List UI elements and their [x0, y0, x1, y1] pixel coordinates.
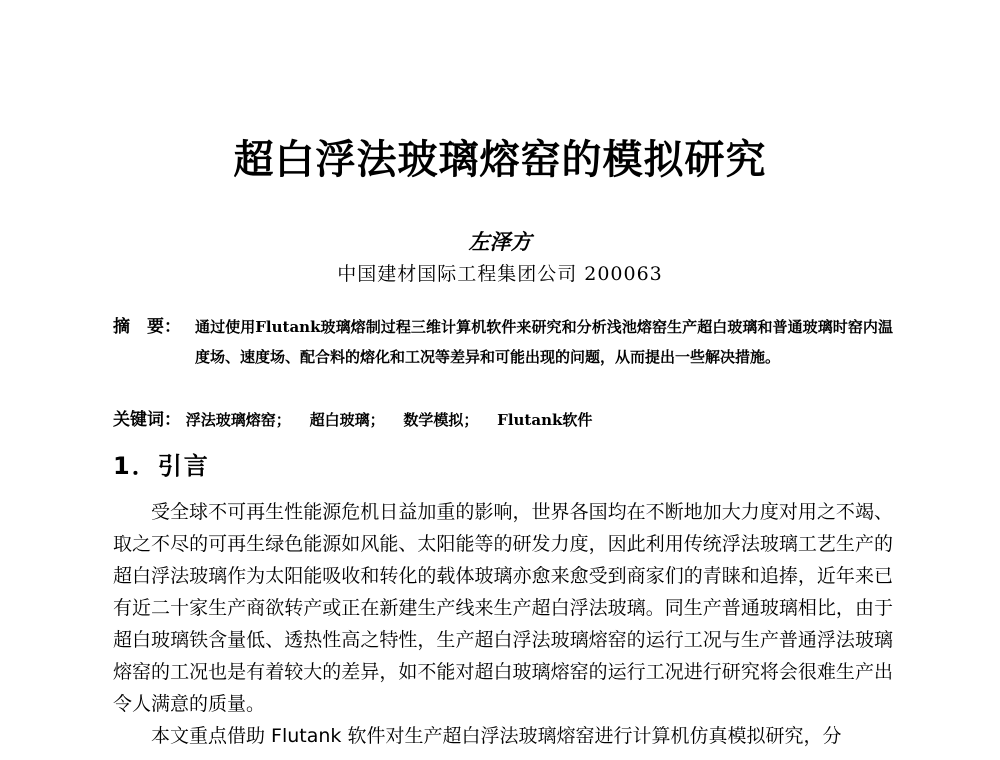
abstract-block	[113, 312, 893, 372]
section-heading: 1．引言	[113, 452, 210, 480]
keywords-label: 关键词：	[113, 410, 181, 430]
keyword: Flutank软件	[497, 411, 593, 429]
body-text	[113, 496, 893, 752]
abstract-label: 摘 要：	[113, 317, 181, 337]
keyword: 超白玻璃；	[309, 411, 385, 429]
keyword: 浮法玻璃熔窑；	[185, 411, 291, 429]
abstract-text: 通过使用Flutank玻璃熔制过程三维计算机软件来研究和分析浅池熔窑生产超白玻璃和普通玻璃时窑内温度场、速度场、配合料的熔化和工况等差异和可能出现的问题，从而提出一些解决措施。	[195, 318, 893, 366]
paper-title: 超白浮法玻璃熔窑的模拟研究	[233, 137, 767, 183]
author-name: 左泽方	[468, 229, 532, 254]
body-paragraph: 本文重点借助 Flutank 软件对生产超白浮法玻璃熔窑进行计算机仿真模拟研究，分	[151, 725, 842, 747]
keyword: 数学模拟；	[403, 411, 479, 429]
body-paragraph: 受全球不可再生性能源危机日益加重的影响，世界各国均在不断地加大力度对用之不竭、取之不尽的可再生绿色能源如风能、太阳能等的研发力度，因此利用传统浮法玻璃工艺生产的超白浮法玻璃作为太阳能吸收和转化的载体玻璃亦愈来愈受到商家们的青睐和追捧，近年来已有近二十家生产商欲转产或正在新建生产线来生产超白浮法玻璃。同生产普通玻璃相比，由于超白玻璃铁含量低、透热性高之特性，生产超白浮法玻璃熔窑的运行工况与生产普通浮法玻璃熔窑的工况也是有着较大的差异，如不能对超白玻璃熔窑的运行工况进行研究将会很难生产出令人满意的质量。	[113, 501, 893, 715]
keywords-block	[113, 405, 893, 430]
author-affiliation: 中国建材国际工程集团公司 200063	[337, 263, 663, 285]
